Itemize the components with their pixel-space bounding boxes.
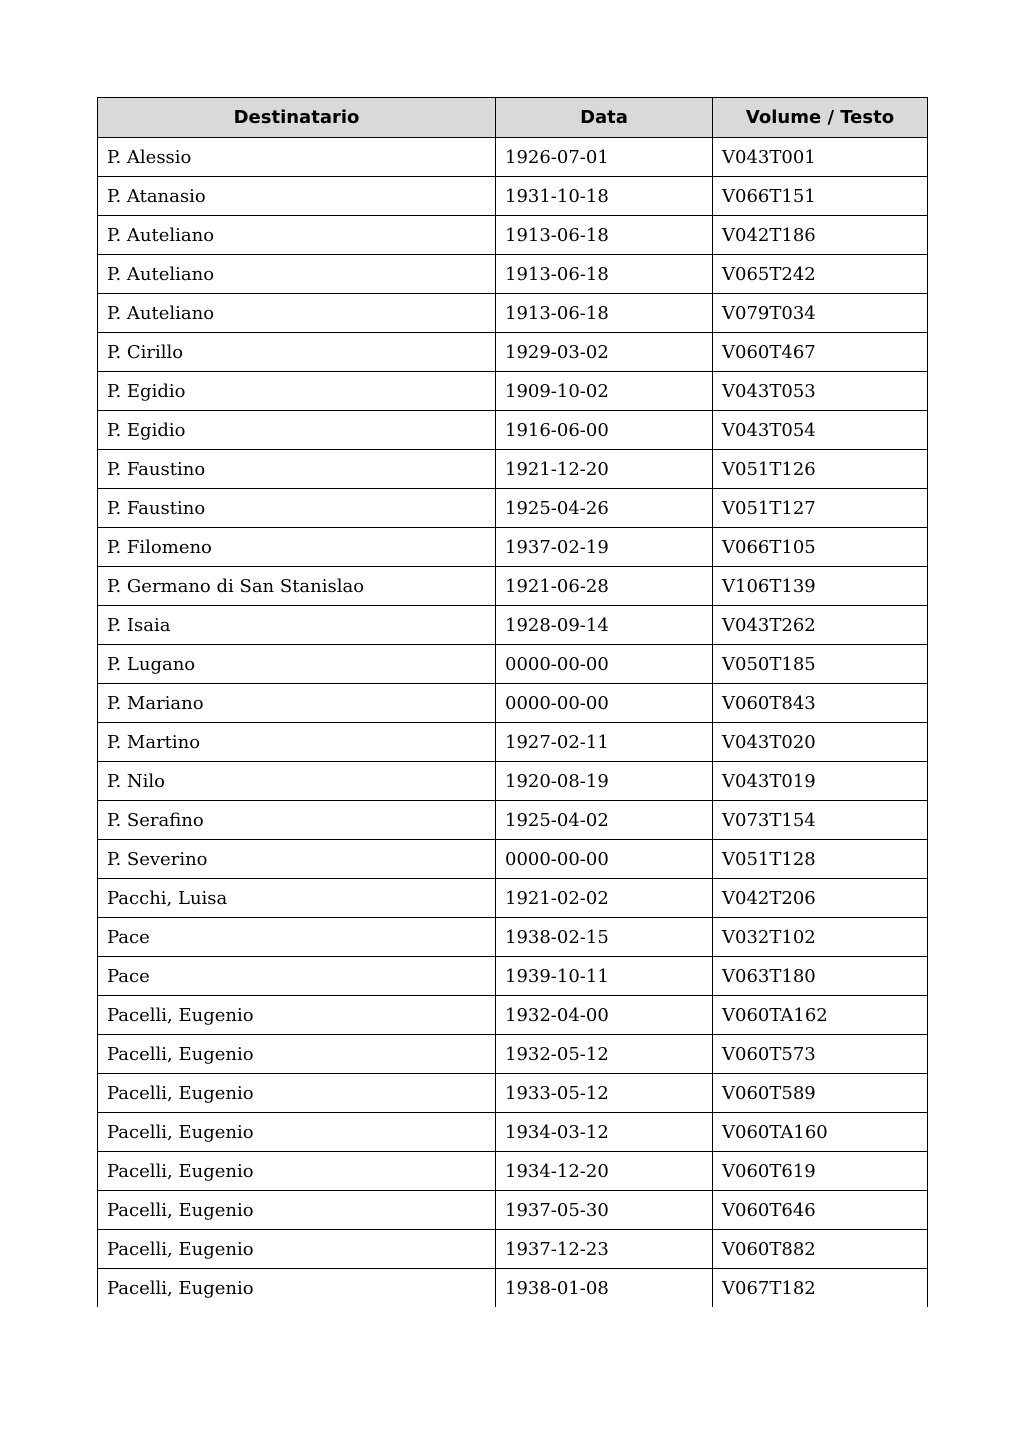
cell-destinatario: P. Lugano <box>98 645 496 684</box>
table-row <box>98 1152 928 1191</box>
cell-data: 1921-06-28 <box>496 567 713 606</box>
cell-data: 1913-06-18 <box>496 255 713 294</box>
table-row <box>98 996 928 1035</box>
table-row <box>98 372 928 411</box>
cell-data: 1934-12-20 <box>496 1152 713 1191</box>
cell-volume-testo: V060T619 <box>713 1152 928 1191</box>
cell-volume-testo: V051T126 <box>713 450 928 489</box>
table-row <box>98 1230 928 1269</box>
cell-destinatario: P. Martino <box>98 723 496 762</box>
table-row <box>98 645 928 684</box>
cell-destinatario: P. Filomeno <box>98 528 496 567</box>
cell-destinatario: P. Faustino <box>98 489 496 528</box>
cell-volume-testo: V060T843 <box>713 684 928 723</box>
cell-volume-testo: V060TA160 <box>713 1113 928 1152</box>
table-row <box>98 177 928 216</box>
cell-data: 1933-05-12 <box>496 1074 713 1113</box>
cell-destinatario: Pacelli, Eugenio <box>98 1269 496 1308</box>
cell-volume-testo: V060T882 <box>713 1230 928 1269</box>
cell-data: 1932-05-12 <box>496 1035 713 1074</box>
cell-volume-testo: V043T019 <box>713 762 928 801</box>
cell-data: 0000-00-00 <box>496 684 713 723</box>
cell-volume-testo: V060T573 <box>713 1035 928 1074</box>
cell-destinatario: P. Auteliano <box>98 216 496 255</box>
cell-data: 1925-04-26 <box>496 489 713 528</box>
table-row <box>98 216 928 255</box>
header-destinatario: Destinatario <box>98 98 496 138</box>
table-row <box>98 801 928 840</box>
cell-destinatario: P. Auteliano <box>98 255 496 294</box>
cell-data: 1937-02-19 <box>496 528 713 567</box>
table-row <box>98 723 928 762</box>
cell-volume-testo: V060TA162 <box>713 996 928 1035</box>
cell-data: 1928-09-14 <box>496 606 713 645</box>
cell-volume-testo: V042T206 <box>713 879 928 918</box>
cell-volume-testo: V043T020 <box>713 723 928 762</box>
cell-destinatario: P. Severino <box>98 840 496 879</box>
cell-destinatario: P. Serafino <box>98 801 496 840</box>
table-row <box>98 918 928 957</box>
cell-destinatario: Pacelli, Eugenio <box>98 1035 496 1074</box>
cell-volume-testo: V066T105 <box>713 528 928 567</box>
table-row <box>98 762 928 801</box>
cell-data: 1913-06-18 <box>496 216 713 255</box>
cell-data: 1927-02-11 <box>496 723 713 762</box>
cell-volume-testo: V073T154 <box>713 801 928 840</box>
table-row <box>98 879 928 918</box>
table-row <box>98 528 928 567</box>
table-row <box>98 684 928 723</box>
table-row <box>98 411 928 450</box>
cell-data: 1931-10-18 <box>496 177 713 216</box>
cell-data: 1938-01-08 <box>496 1269 713 1308</box>
cell-volume-testo: V060T646 <box>713 1191 928 1230</box>
table-row <box>98 567 928 606</box>
cell-volume-testo: V079T034 <box>713 294 928 333</box>
cell-data: 1916-06-00 <box>496 411 713 450</box>
table-row <box>98 1113 928 1152</box>
table-body <box>98 138 928 1308</box>
table-row <box>98 1035 928 1074</box>
cell-data: 1921-12-20 <box>496 450 713 489</box>
table-row <box>98 957 928 996</box>
table-row <box>98 840 928 879</box>
cell-data: 1939-10-11 <box>496 957 713 996</box>
table-row <box>98 1191 928 1230</box>
cell-destinatario: P. Alessio <box>98 138 496 177</box>
cell-volume-testo: V063T180 <box>713 957 928 996</box>
cell-data: 1938-02-15 <box>496 918 713 957</box>
cell-data: 1920-08-19 <box>496 762 713 801</box>
cell-destinatario: Pacchi, Luisa <box>98 879 496 918</box>
cell-destinatario: Pacelli, Eugenio <box>98 1152 496 1191</box>
cell-destinatario: P. Cirillo <box>98 333 496 372</box>
table-row <box>98 294 928 333</box>
table-row <box>98 1074 928 1113</box>
cell-volume-testo: V043T001 <box>713 138 928 177</box>
cell-volume-testo: V065T242 <box>713 255 928 294</box>
cell-destinatario: Pacelli, Eugenio <box>98 1074 496 1113</box>
cell-volume-testo: V042T186 <box>713 216 928 255</box>
cell-volume-testo: V106T139 <box>713 567 928 606</box>
cell-destinatario: Pacelli, Eugenio <box>98 1230 496 1269</box>
cell-destinatario: P. Auteliano <box>98 294 496 333</box>
cell-data: 1921-02-02 <box>496 879 713 918</box>
cell-destinatario: P. Egidio <box>98 411 496 450</box>
cell-data: 1937-05-30 <box>496 1191 713 1230</box>
cell-destinatario: P. Atanasio <box>98 177 496 216</box>
header-volume-testo: Volume / Testo <box>713 98 928 138</box>
cell-destinatario: P. Isaia <box>98 606 496 645</box>
header-data: Data <box>496 98 713 138</box>
cell-data: 1934-03-12 <box>496 1113 713 1152</box>
cell-volume-testo: V043T054 <box>713 411 928 450</box>
cell-destinatario: P. Nilo <box>98 762 496 801</box>
cell-volume-testo: V066T151 <box>713 177 928 216</box>
cell-volume-testo: V051T127 <box>713 489 928 528</box>
cell-volume-testo: V043T053 <box>713 372 928 411</box>
cell-volume-testo: V067T182 <box>713 1269 928 1308</box>
cell-destinatario: P. Germano di San Stanislao <box>98 567 496 606</box>
table-row <box>98 606 928 645</box>
table-row <box>98 1269 928 1308</box>
cell-destinatario: P. Mariano <box>98 684 496 723</box>
cell-volume-testo: V051T128 <box>713 840 928 879</box>
table-row <box>98 138 928 177</box>
cell-volume-testo: V032T102 <box>713 918 928 957</box>
cell-volume-testo: V050T185 <box>713 645 928 684</box>
cell-destinatario: Pacelli, Eugenio <box>98 996 496 1035</box>
cell-data: 0000-00-00 <box>496 645 713 684</box>
cell-destinatario: Pacelli, Eugenio <box>98 1113 496 1152</box>
cell-data: 1932-04-00 <box>496 996 713 1035</box>
cell-destinatario: P. Egidio <box>98 372 496 411</box>
cell-destinatario: Pace <box>98 957 496 996</box>
table-row <box>98 450 928 489</box>
cell-data: 1937-12-23 <box>496 1230 713 1269</box>
cell-volume-testo: V043T262 <box>713 606 928 645</box>
cell-destinatario: Pacelli, Eugenio <box>98 1191 496 1230</box>
table-row <box>98 489 928 528</box>
cell-data: 1926-07-01 <box>496 138 713 177</box>
cell-volume-testo: V060T467 <box>713 333 928 372</box>
table-header-row <box>98 98 928 138</box>
cell-data: 0000-00-00 <box>496 840 713 879</box>
cell-data: 1909-10-02 <box>496 372 713 411</box>
cell-destinatario: Pace <box>98 918 496 957</box>
cell-data: 1913-06-18 <box>496 294 713 333</box>
table-row <box>98 333 928 372</box>
cell-data: 1925-04-02 <box>496 801 713 840</box>
table-row <box>98 255 928 294</box>
cell-data: 1929-03-02 <box>496 333 713 372</box>
cell-destinatario: P. Faustino <box>98 450 496 489</box>
letters-table <box>97 97 928 1307</box>
cell-volume-testo: V060T589 <box>713 1074 928 1113</box>
